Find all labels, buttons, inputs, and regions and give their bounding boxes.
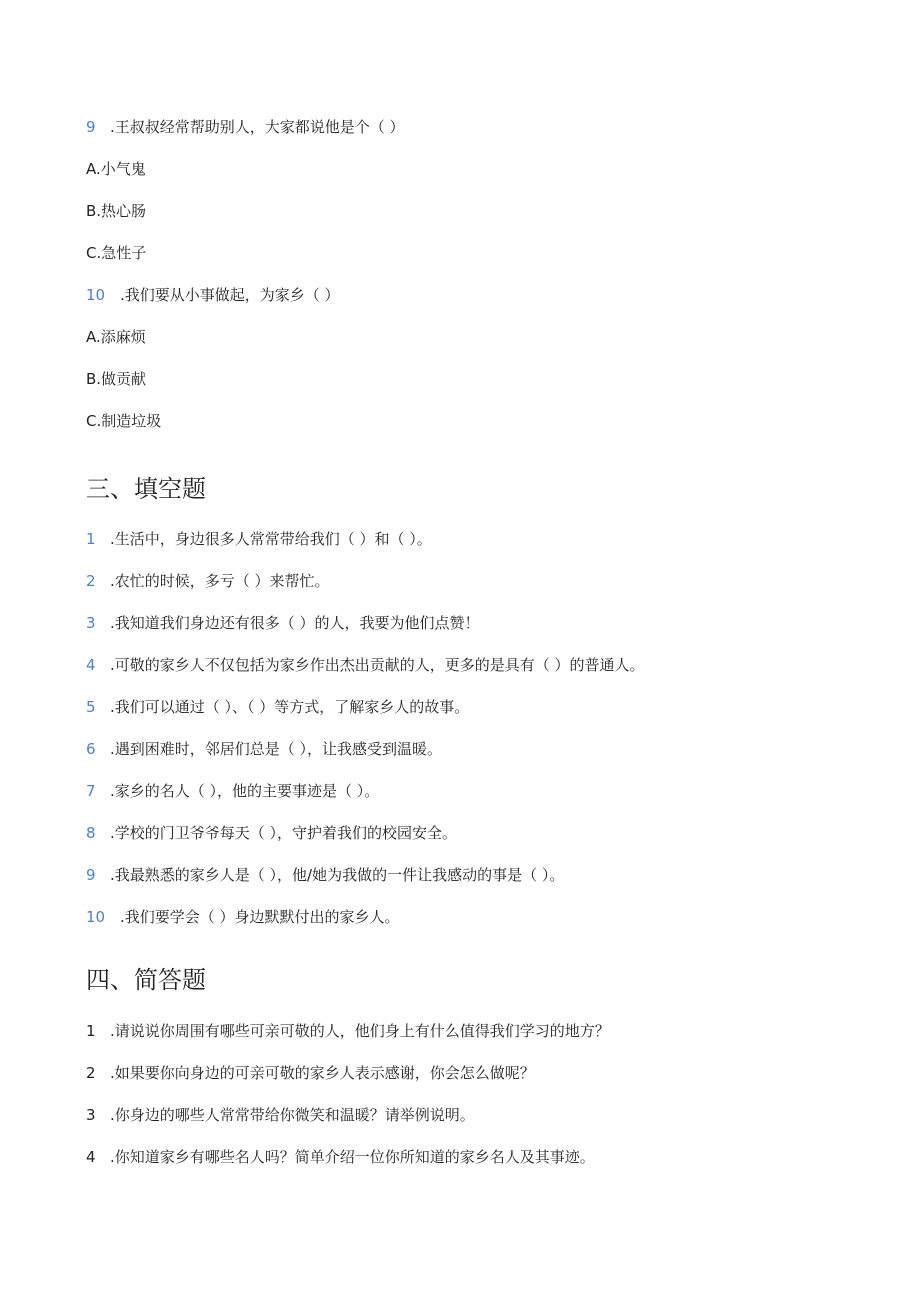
question-number: 9 [86,866,96,884]
question-text: .你身边的哪些人常常带给你微笑和温暖？请举例说明。 [110,1106,475,1124]
question-text: .学校的门卫爷爷每天（ ），守护着我们的校园安全。 [110,824,458,842]
question-number: 10 [86,908,106,926]
question-number: 3 [86,1106,96,1124]
fill-item-9 [86,865,564,885]
fill-item-8 [86,823,457,843]
question-number: 7 [86,782,96,800]
question-text: .生活中，身边很多人常常带给我们（ ）和（ ）。 [110,530,432,548]
question-number: 9 [86,118,96,136]
mc-option-c: C.急性子 [86,244,147,262]
question-number: 3 [86,614,96,632]
question-text: .农忙的时候，多亏（ ）来帮忙。 [110,572,330,590]
fill-item-10 [86,907,400,927]
mc-option-b: B.热心肠 [86,202,147,220]
fill-item-4 [86,655,645,675]
mc-option-b: B.做贡献 [86,370,147,388]
fill-item-3 [86,613,480,633]
fill-item-5 [86,697,469,717]
question-number: 8 [86,824,96,842]
mc-question-10 [86,285,340,305]
question-number: 6 [86,740,96,758]
question-number: 10 [86,286,106,304]
question-number: 1 [86,1022,96,1040]
fill-item-1 [86,529,432,549]
mc-option-c: C.制造垃圾 [86,412,162,430]
question-number: 4 [86,656,96,674]
mc-option-a: A.添麻烦 [86,328,146,346]
question-text: .我们要从小事做起，为家乡（ ） [120,286,340,304]
short-item-3 [86,1105,475,1125]
section-heading-short-answer: 四、简答题 [86,966,206,994]
question-text: .如果要你向身边的可亲可敬的家乡人表示感谢，你会怎么做呢？ [110,1064,535,1082]
question-text: .请说说你周围有哪些可亲可敬的人，他们身上有什么值得我们学习的地方？ [110,1022,610,1040]
question-number: 2 [86,572,96,590]
question-number: 5 [86,698,96,716]
question-number: 2 [86,1064,96,1082]
short-item-1 [86,1021,610,1041]
short-item-4 [86,1147,595,1167]
mc-question-9 [86,117,405,137]
question-text: .你知道家乡有哪些名人吗？简单介绍一位你所知道的家乡名人及其事迹。 [110,1148,595,1166]
question-text: .我们要学会（ ）身边默默付出的家乡人。 [120,908,400,926]
fill-item-7 [86,781,379,801]
question-text: .可敬的家乡人不仅包括为家乡作出杰出贡献的人，更多的是具有（ ）的普通人。 [110,656,645,674]
question-text: .遇到困难时，邻居们总是（ ），让我感受到温暖。 [110,740,443,758]
question-text: .家乡的名人（ ），他的主要事迹是（ ）。 [110,782,380,800]
question-text: .我最熟悉的家乡人是（ ），他/她为我做的一件让我感动的事是（ ）。 [110,866,565,884]
question-number: 4 [86,1148,96,1166]
short-item-2 [86,1063,535,1083]
fill-item-2 [86,571,330,591]
section-heading-fill-in: 三、填空题 [86,475,206,503]
mc-option-a: A.小气鬼 [86,160,146,178]
question-text: .我们可以通过（ ）、（ ）等方式，了解家乡人的故事。 [110,698,470,716]
question-text: .我知道我们身边还有很多（ ）的人，我要为他们点赞！ [110,614,480,632]
fill-item-6 [86,739,442,759]
question-number: 1 [86,530,96,548]
question-text: .王叔叔经常帮助别人，大家都说他是个（ ） [110,118,405,136]
